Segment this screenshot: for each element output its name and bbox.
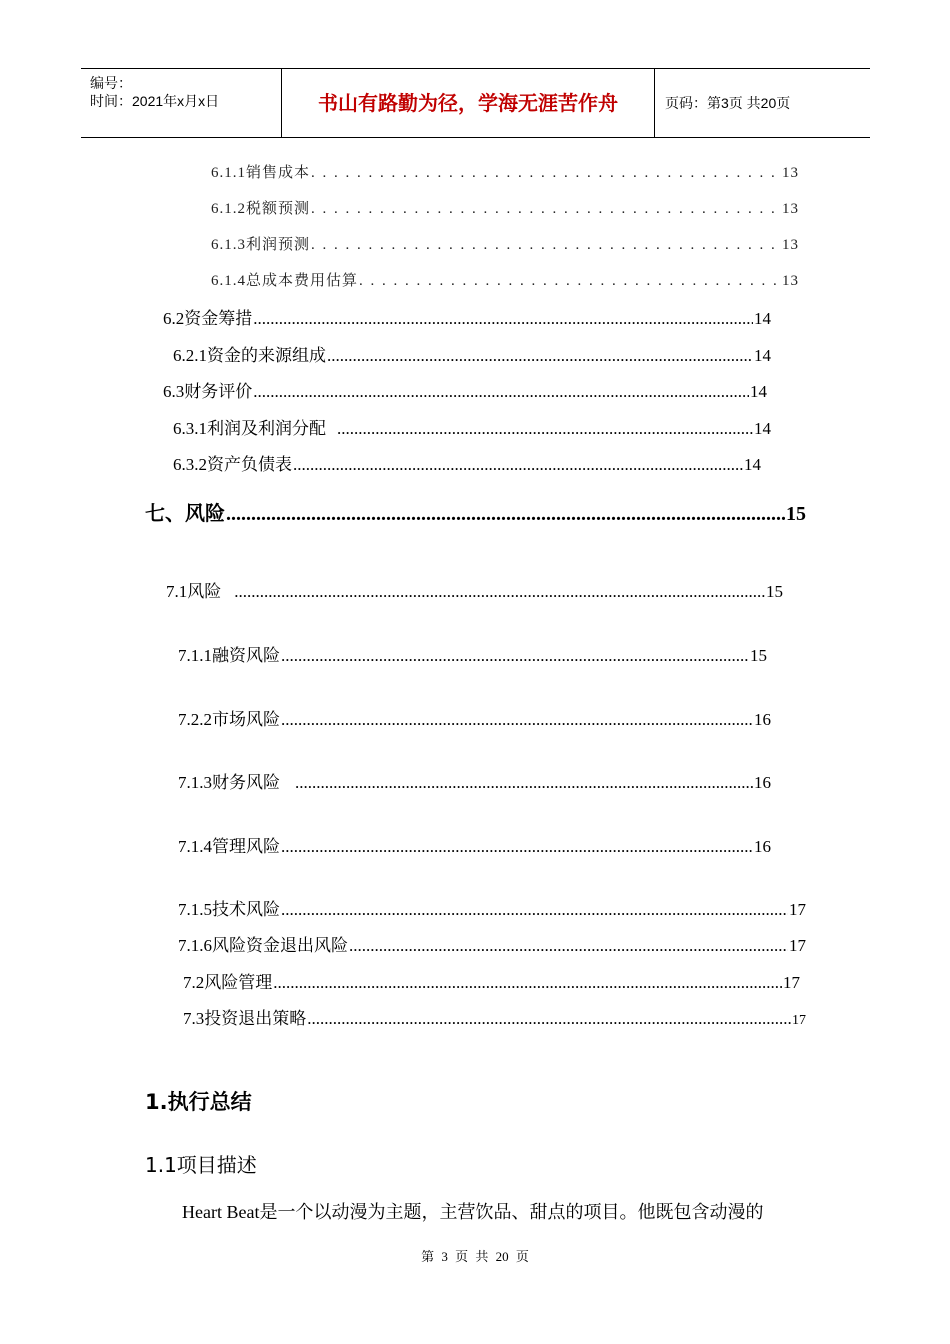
toc-entry[interactable] — [178, 931, 806, 956]
toc-entry-page: 13 — [782, 273, 799, 289]
toc-entry[interactable] — [163, 377, 767, 402]
toc-entry-page: 17 — [783, 973, 800, 992]
toc-leader — [253, 309, 753, 329]
toc-entry-page: 13 — [782, 201, 799, 217]
toc-entry-page: 14 — [754, 346, 771, 365]
toc-entry-title: 6.3.1利润及利润分配 — [173, 419, 326, 438]
toc-entry-page: 15 — [786, 503, 806, 525]
toc-entry[interactable] — [163, 304, 771, 329]
toc-entry-page: 13 — [782, 165, 799, 181]
toc-entry[interactable] — [173, 414, 771, 439]
subsection-heading: 1.1项目描述 — [145, 1153, 257, 1177]
toc-entry-page: 16 — [754, 837, 771, 856]
toc-entry[interactable] — [173, 450, 761, 475]
toc-leader — [359, 273, 781, 290]
toc-leader — [234, 582, 765, 602]
number-label: 编号： — [90, 75, 132, 91]
toc-entry-page: 16 — [754, 710, 771, 729]
toc-entry-title: 6.1.4总成本费用估算 — [211, 273, 359, 289]
toc-entry-title: 6.1.2税额预测 — [211, 201, 311, 217]
toc-entry-page: 16 — [754, 773, 771, 792]
header-motto: 书山有路勤为径，学海无涯苦作舟 — [282, 69, 655, 137]
toc-entry-title: 6.1.1销售成本 — [211, 165, 311, 181]
toc-entry-title: 7.2.2市场风险 — [178, 710, 280, 729]
toc-leader — [337, 419, 753, 439]
toc-leader — [293, 455, 743, 475]
toc-entry-page: 17 — [789, 900, 806, 919]
toc-entry[interactable] — [178, 705, 771, 730]
toc-entry-page: 14 — [754, 309, 771, 328]
toc-entry[interactable] — [178, 832, 771, 857]
toc-entry[interactable] — [178, 895, 806, 920]
toc-leader — [281, 710, 753, 730]
page-header — [81, 68, 870, 138]
toc-leader — [226, 503, 785, 526]
toc-entry-title: 七、风险 — [145, 501, 225, 525]
toc-leader — [281, 646, 749, 666]
body-paragraph: Heart Beat是一个以动漫为主题，主营饮品、甜点的项目。他既包含动漫的 — [182, 1202, 764, 1222]
toc-chapter-entry[interactable] — [145, 497, 806, 526]
toc-leader — [311, 201, 781, 218]
toc-leader — [273, 973, 782, 993]
toc-entry-page: 15 — [750, 646, 767, 665]
toc-entry-title: 6.2资金筹措 — [163, 309, 253, 328]
toc-entry[interactable] — [211, 161, 799, 182]
toc-entry[interactable] — [173, 341, 771, 366]
toc-entry-title: 7.1.6风险资金退出风险 — [178, 936, 348, 955]
toc-entry[interactable] — [211, 269, 799, 290]
header-page-info: 页码：第3页 共20页 — [665, 95, 791, 111]
toc-leader — [327, 346, 753, 366]
toc-entry[interactable] — [211, 233, 799, 254]
toc-entry[interactable] — [178, 641, 767, 666]
toc-leader — [311, 165, 781, 182]
toc-entry-title: 7.1.4管理风险 — [178, 837, 280, 856]
toc-entry[interactable] — [178, 768, 771, 793]
toc-entry-title: 7.1.3财务风险 — [178, 773, 280, 792]
toc-entry-title: 7.1.5技术风险 — [178, 900, 280, 919]
toc-entry[interactable] — [183, 1004, 806, 1029]
toc-entry-title: 7.1风险 — [166, 582, 222, 601]
toc-entry-title: 7.2风险管理 — [183, 973, 273, 992]
toc-entry-title: 6.1.3利润预测 — [211, 237, 311, 253]
toc-leader — [311, 237, 781, 254]
toc-entry[interactable] — [166, 577, 783, 602]
toc-entry-page: 14 — [750, 382, 767, 401]
toc-entry-page: 14 — [744, 455, 761, 474]
toc-leader — [295, 773, 753, 793]
toc-leader — [253, 382, 749, 402]
toc-entry-page: 15 — [766, 582, 783, 601]
toc-leader — [349, 936, 788, 956]
toc-entry-title: 7.3投资退出策略 — [183, 1009, 307, 1028]
toc-entry-page: 14 — [754, 419, 771, 438]
toc-leader — [307, 1009, 791, 1029]
toc-entry-page: 13 — [782, 237, 799, 253]
toc-entry-title: 7.1.1融资风险 — [178, 646, 280, 665]
time-label: 时间：2021年x月x日 — [90, 93, 220, 109]
toc-leader — [281, 837, 753, 857]
toc-entry-page: 17 — [792, 1013, 806, 1028]
header-meta-cell — [81, 69, 282, 137]
toc-entry[interactable] — [211, 197, 799, 218]
toc-entry-title: 6.3财务评价 — [163, 382, 253, 401]
toc-leader — [281, 900, 788, 920]
section-heading: 1.执行总结 — [145, 1090, 252, 1114]
toc-entry-title: 6.3.2资产负债表 — [173, 455, 292, 474]
toc-entry-page: 17 — [789, 936, 806, 955]
toc-entry[interactable] — [183, 968, 800, 993]
toc-entry-title: 6.2.1资金的来源组成 — [173, 346, 326, 365]
page-footer: 第 3 页 共 20 页 — [421, 1249, 529, 1264]
